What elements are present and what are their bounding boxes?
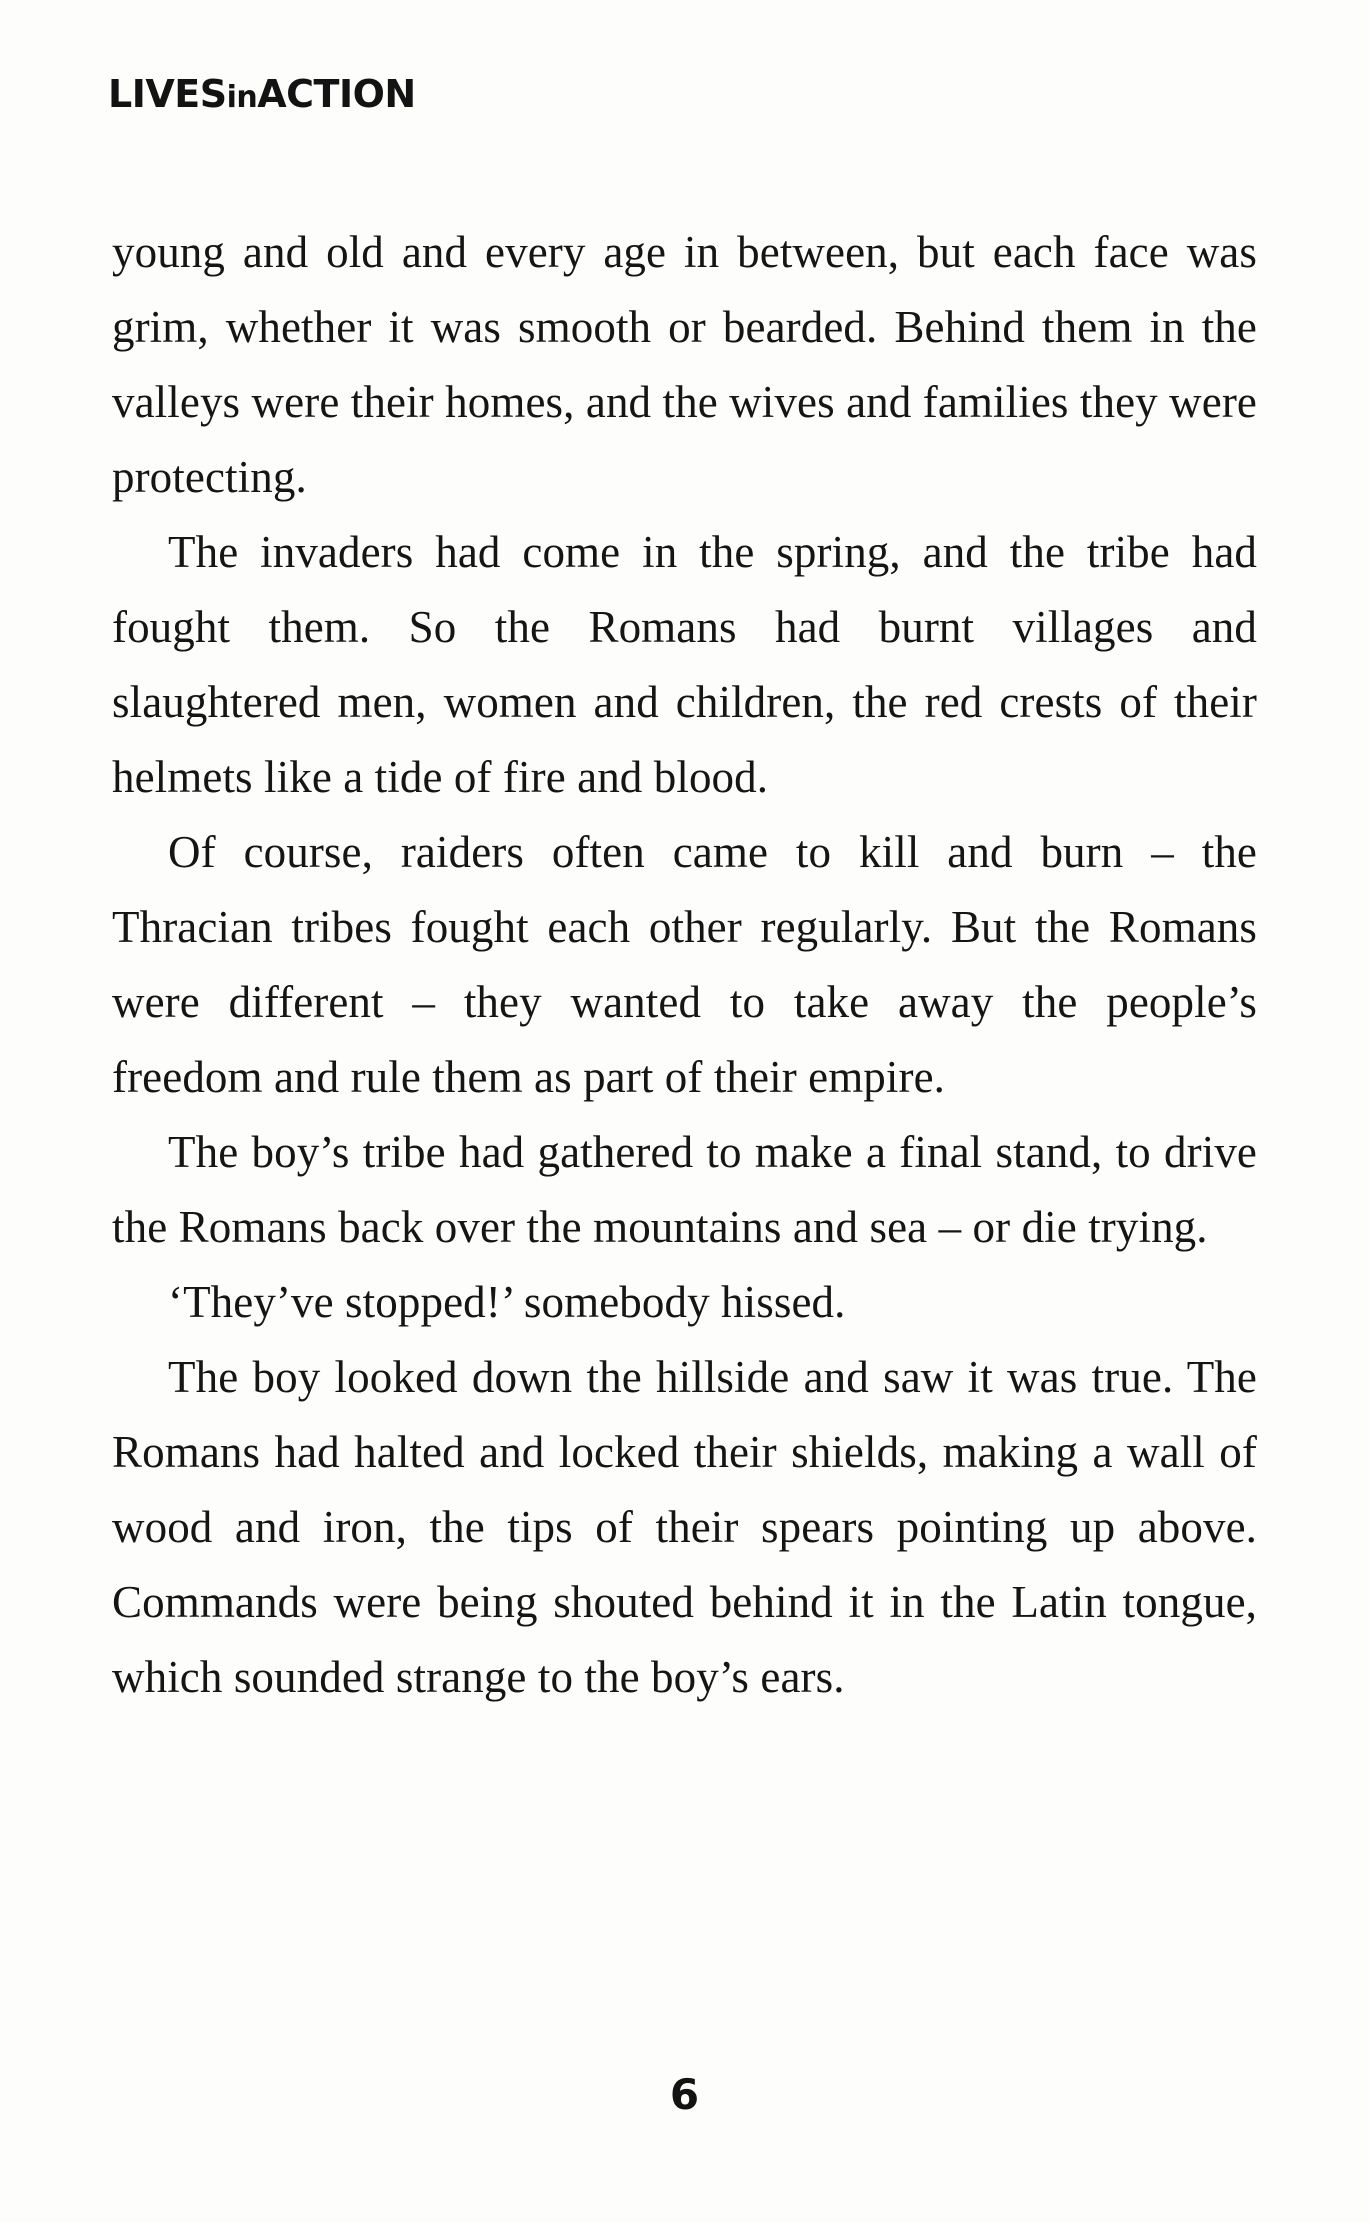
running-head-in: in	[226, 80, 258, 115]
page-number: 6	[669, 2070, 700, 2119]
paragraph: The boy looked down the hillside and saw it was true. The Romans had halted and locked their shields, making a wall of wood and iron, the tips of their spears pointing up above. Commands were being shouted behind it in the Latin tongue, which sounded strange to the boy’s ears.	[112, 1352, 1257, 1702]
paragraph: young and old and every age in between, but each face was grim, whether it was smooth or bearded. Behind them in the valleys were their homes, and the wives and families they were protecting.	[112, 227, 1257, 502]
paragraph: Of course, raiders often came to kill and burn – the Thracian tribes fought each other regularly. But the Romans were different – they wanted to take away the people’s freedom and rule them as part of their empire.	[112, 827, 1257, 1102]
running-head	[108, 72, 416, 116]
body-text-column	[112, 215, 1257, 1715]
paragraph: The invaders had come in the spring, and the tribe had fought them. So the Romans had burnt villages and slaughtered men, women and children, the red crests of their helmets like a tide of fire and blood.	[112, 527, 1257, 802]
running-head-action: ACTION	[257, 72, 416, 116]
running-head-lives: LIVES	[108, 72, 227, 116]
paragraph: ‘They’ve stopped!’ somebody hissed.	[168, 1277, 846, 1327]
paragraph: The boy’s tribe had gathered to make a final stand, to drive the Romans back over the mountains and sea – or die trying.	[112, 1127, 1257, 1252]
